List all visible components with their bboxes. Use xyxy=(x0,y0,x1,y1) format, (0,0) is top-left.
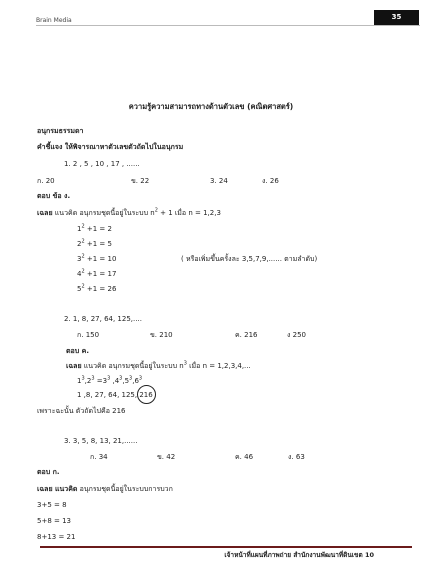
q2-choice-c: ค. 216 xyxy=(235,331,258,339)
q1-solution-tail: + 1 เมื่อ n = 1,2,3 xyxy=(157,209,221,217)
q1-choice-a: ก. 20 xyxy=(37,177,55,185)
q1-step-1: $1^2 +1 = 2$ xyxy=(77,223,112,233)
page-number: 35 xyxy=(374,10,419,25)
q3-step-1: 3+5 = 8 xyxy=(37,501,67,509)
q2-choice-b: ข. 210 xyxy=(150,331,173,339)
q1-side-note: ( หรือเพิ่มขึ้นครั้งละ 3,5,7,9,...... ตามลำดับ) xyxy=(181,255,318,263)
q1-choice-c: 3. 24 xyxy=(210,177,228,185)
q2-solution-tail: เมื่อ n = 1,2,3,4,... xyxy=(186,362,251,370)
q2-answer: ตอบ ค. xyxy=(66,347,89,355)
q3-step-3: 8+13 = 21 xyxy=(37,533,76,541)
q2-conclusion: เพราะฉะนั้น ตัวถัดไปคือ 216 xyxy=(37,407,126,415)
q3-step-2: 5+8 = 13 xyxy=(37,517,71,525)
q2-choice-d: ง 250 xyxy=(287,331,307,339)
q2-solution: เฉลย แนวคิด อนุกรมชุดนี้อยู่ในระบบ $n^3$ เมื่อ n = 1,2,3,4,... xyxy=(66,360,251,370)
q2-sequence-line: 1 ,8, 27, 64, 125, 216 xyxy=(77,391,153,399)
q3-choice-c: ค. 46 xyxy=(235,453,254,461)
page-title: ความรู้ความสามารถทางด้านตัวเลข (คณิตศาสตร์) xyxy=(128,102,294,111)
q1-step-4: $4^2 +1 = 17$ xyxy=(77,268,117,278)
q3-choice-a: ก. 34 xyxy=(90,453,108,461)
q1-solution: เฉลย แนวคิด อนุกรมชุดนี้อยู่ในระบบ $n^2 + 1$ เมื่อ n = 1,2,3 xyxy=(37,207,221,217)
q2-solution-text: แนวคิด อนุกรมชุดนี้อยู่ในระบบ n xyxy=(81,362,184,370)
q1-solution-label: เฉลย xyxy=(37,209,53,217)
section-heading: อนุกรมธรรมดา xyxy=(37,127,84,135)
footer-text: เจ้าหน้าที่แผนที่ภาพถ่าย สำนักงานพัฒนาที่ดินเขต 10 xyxy=(224,551,374,559)
q3-solution xyxy=(37,485,173,494)
q3-solution-text: อนุกรมชุดนี้อยู่ในระบบการบวก xyxy=(77,485,173,493)
footer-divider xyxy=(40,546,412,548)
publisher-name: Brain Media xyxy=(36,17,72,24)
q3-solution-label: เฉลย แนวคิด xyxy=(37,485,78,493)
q1-step-3: $3^2 +1 = 10$ xyxy=(77,253,117,263)
q2-cube-line: $1^3,2^3 =3^3$ $,4^3,5^3,6^3$ xyxy=(77,375,143,385)
q1-choice-b: ข. 22 xyxy=(131,177,150,185)
q3-answer: ตอบ ก. xyxy=(37,468,60,476)
answer-circle xyxy=(137,385,156,404)
q3-choice-d: ง. 63 xyxy=(288,453,305,461)
header-divider xyxy=(36,25,420,26)
q1-step-5: $5^2 +1 = 26$ xyxy=(77,283,117,293)
q2-circled-value: 216 xyxy=(139,391,153,399)
q1-choice-d: ง. 26 xyxy=(262,177,279,185)
q1-step-2: $2^2 +1 = 5$ xyxy=(77,238,112,248)
q1-solution-text: แนวคิด อนุกรมชุดนี้อยู่ในระบบ n xyxy=(52,209,155,217)
q2-choice-a: ก. 150 xyxy=(77,331,100,339)
q3-question: 3. 3, 5, 8, 13, 21,...... xyxy=(64,437,138,445)
q2-question: 2. 1, 8, 27, 64, 125,.... xyxy=(64,315,142,323)
q1-question: 1. 2 , 5 , 10 , 17 , ...... xyxy=(64,160,140,168)
q1-answer: ตอบ ข้อ ง. xyxy=(37,192,71,200)
q3-choice-b: ข. 42 xyxy=(157,453,176,461)
instruction: คำชี้แจง ให้พิจารณาหาตัวเลขตัวถัดไปในอนุกรม xyxy=(37,143,184,151)
q2-solution-label: เฉลย xyxy=(66,362,82,370)
